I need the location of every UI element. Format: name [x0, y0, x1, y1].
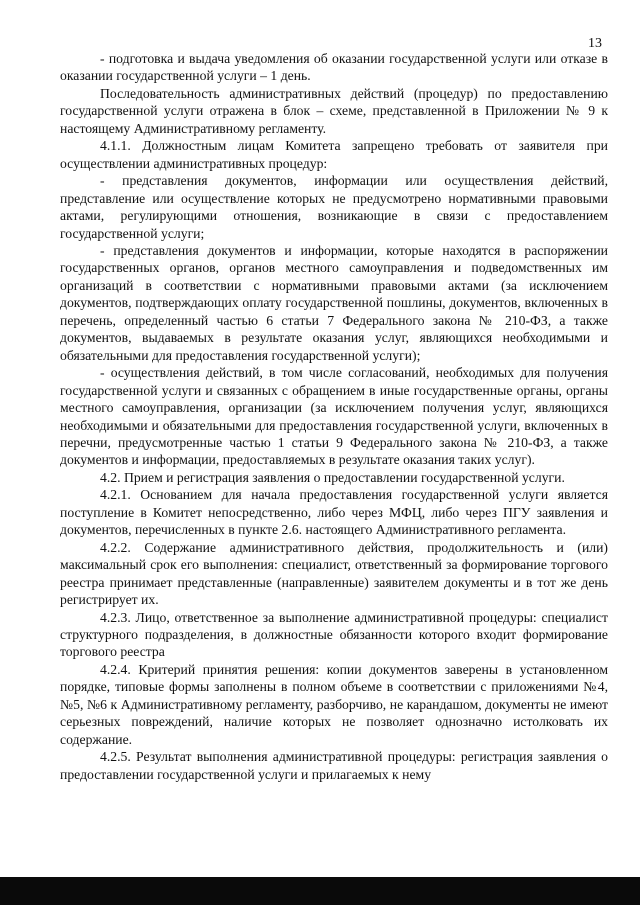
paragraph-4-2-4: 4.2.4. Критерий принятия решения: копии документов заверены в установленном порядке, типовые формы заполнены в полном объеме в соответствии с приложениями №4, №5, №6 к Административному регламенту, разборчиво, не карандашом, документы не имеют серьезных повреждений, наличие которых не позволяет однозначно истолковать их содержание. — [60, 661, 608, 747]
document-body — [60, 50, 608, 783]
scan-edge-bar — [0, 877, 640, 905]
paragraph-procedure-sequence: Последовательность административных действий (процедур) по предоставлению государственной услуги отражена в блок – схеме, представленной в Приложении № 9 к настоящему Административному регламенту. — [60, 85, 608, 136]
paragraph-4-2: 4.2. Прием и регистрация заявления о предоставлении государственной услуги. — [100, 469, 565, 485]
paragraph-notification-deadline: - подготовка и выдача уведомления об оказании государственной услуги или отказе в оказании государственной услуги – 1 день. — [60, 51, 608, 84]
page-number: 13 — [588, 36, 602, 51]
paragraph-prohibition-approvals: - осуществления действий, в том числе согласований, необходимых для получения государственной услуги и связанных с обращением в иные государственные органы, органы местного самоуправления, организации (за исключением получения услуг, являющихся необходимыми и обязательными для предоставления государственной услуги, включенных в перечни, предусмотренные частью 1 статьи 9 Федерального закона № 210-ФЗ, а также документов и информации, предоставляемых в результате оказания таких услуг). — [60, 365, 608, 468]
paragraph-4-1-1: 4.1.1. Должностным лицам Комитета запрещено требовать от заявителя при осуществлении административных процедур: — [60, 138, 608, 171]
paragraph-4-2-3: 4.2.3. Лицо, ответственное за выполнение административной процедуры: специалист структурного подразделения, в должностные обязанности которого входит формирование торгового реестра — [60, 609, 608, 660]
paragraph-4-2-2: 4.2.2. Содержание административного действия, продолжительность и (или) максимальный срок его выполнения: специалист, ответственный за формирование торгового реестра принимает представленные (направленные) заявителем документы и в тот же день регистрирует их. — [60, 539, 608, 608]
paragraph-prohibition-state-documents: - представления документов и информации, которые находятся в распоряжении государственных органов, органов местного самоуправления и подведомственных им организаций в соответствии с нормативными правовыми актами (за исключением документов, подтверждающих оплату государственной пошлины, документов, включенных в перечень, определенный частью 6 статьи 7 Федерального закона № 210-ФЗ, а также документов, выдаваемых в результате оказания услуг, являющихся необходимыми и обязательными для предоставления государственной услуги); — [60, 242, 608, 363]
paragraph-4-2-1: 4.2.1. Основанием для начала предоставления государственной услуги является поступление в Комитет непосредственно, либо через МФЦ, либо через ПГУ заявления и документов, перечисленных в пункте 2.6. настоящего Административного регламента. — [60, 487, 608, 538]
paragraph-4-2-5: 4.2.5. Результат выполнения административной процедуры: регистрация заявления о предоставлении государственной услуги и прилагаемых к нему — [60, 749, 608, 782]
paragraph-prohibition-documents-actions: - представления документов, информации или осуществления действий, представление или осуществление которых не предусмотрено нормативными правовыми актами, регулирующими отношения, возникающие в связи с предоставлением государственной услуги; — [60, 173, 608, 241]
